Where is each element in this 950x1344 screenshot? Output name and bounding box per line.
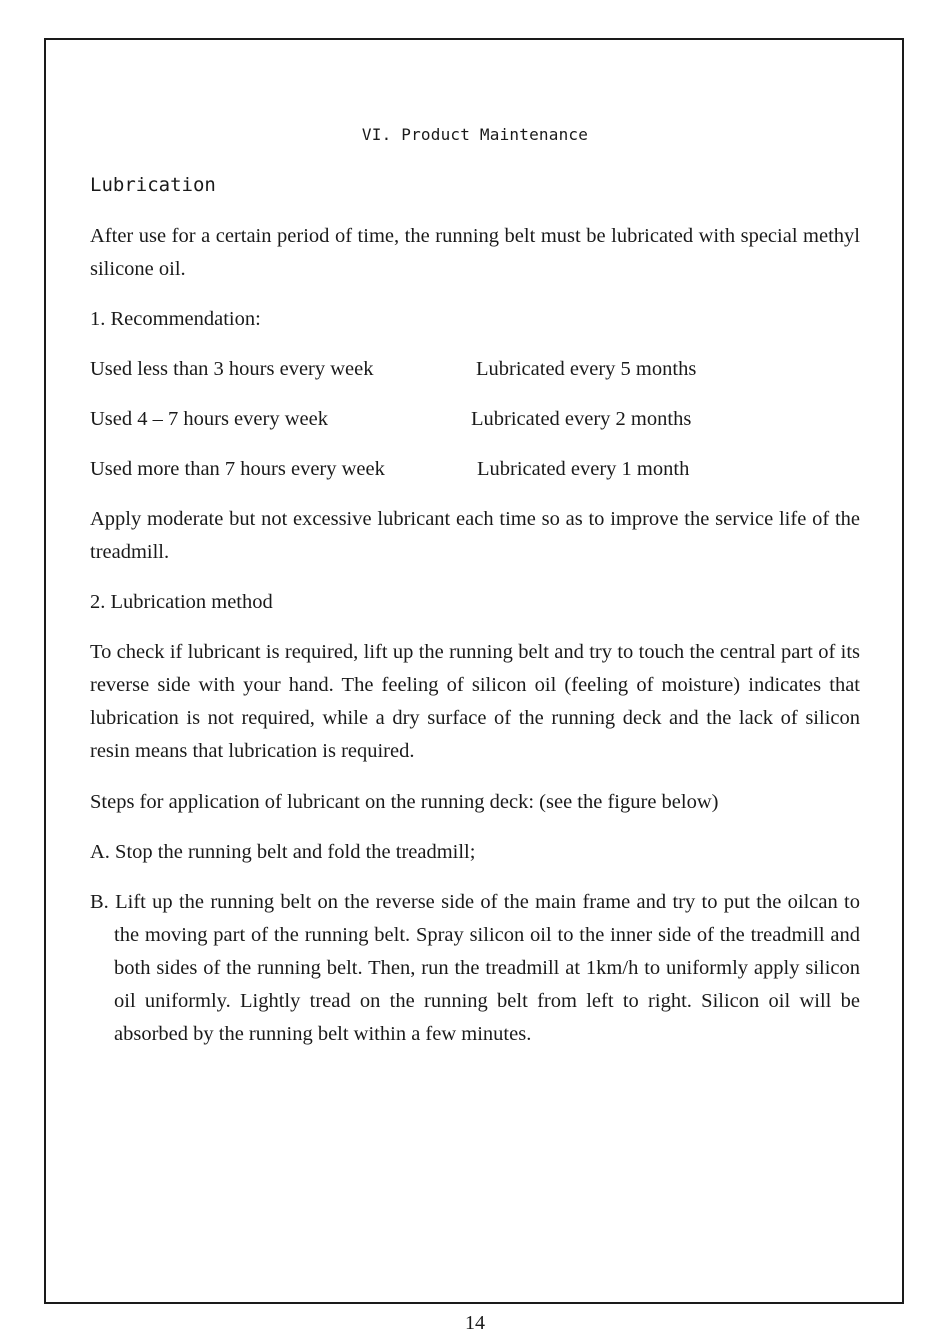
steps-intro: Steps for application of lubricant on the running deck: (see the figure below): [90, 791, 719, 813]
step-a: A. Stop the running belt and fold the treadmill;: [90, 841, 476, 863]
apply-note-paragraph: Apply moderate but not excessive lubricant each time so as to improve the service life of the treadmill.: [90, 508, 860, 563]
recommendation-usage: Used less than 3 hours every week: [90, 358, 374, 380]
recommendation-frequency: Lubricated every 2 months: [471, 408, 692, 430]
method-heading: 2. Lubrication method: [90, 591, 273, 613]
section-title: VI. Product Maintenance: [361, 125, 589, 144]
recommendation-usage: Used more than 7 hours every week: [90, 458, 385, 480]
recommendation-frequency: Lubricated every 1 month: [477, 458, 690, 480]
step-b: B. Lift up the running belt on the reverse side of the main frame and try to put the oilcan to the moving part of the running belt. Spray silicon oil to the inner side of the treadmill and both sides of the running belt. Then, run the treadmill at 1km/h to uniformly apply silicon oil uniformly. Lightly tread on the running belt from left to right. Silicon oil will be absorbed by the running belt within a few minutes.: [90, 891, 860, 1045]
recommendation-heading: 1. Recommendation:: [90, 308, 261, 330]
recommendation-usage: Used 4 – 7 hours every week: [90, 408, 328, 430]
page-number: 14: [465, 1312, 485, 1334]
intro-paragraph: After use for a certain period of time, the running belt must be lubricated with special methyl silicone oil.: [90, 225, 860, 280]
subheading-lubrication: Lubrication: [90, 174, 216, 196]
method-paragraph: To check if lubricant is required, lift up the running belt and try to touch the central part of its reverse side with your hand. The feeling of silicon oil (feeling of moisture) indicates that lubrication is not required, while a dry surface of the running deck and the lack of silicon resin means that lubrication is required.: [90, 641, 860, 762]
recommendation-frequency: Lubricated every 5 months: [476, 358, 697, 380]
